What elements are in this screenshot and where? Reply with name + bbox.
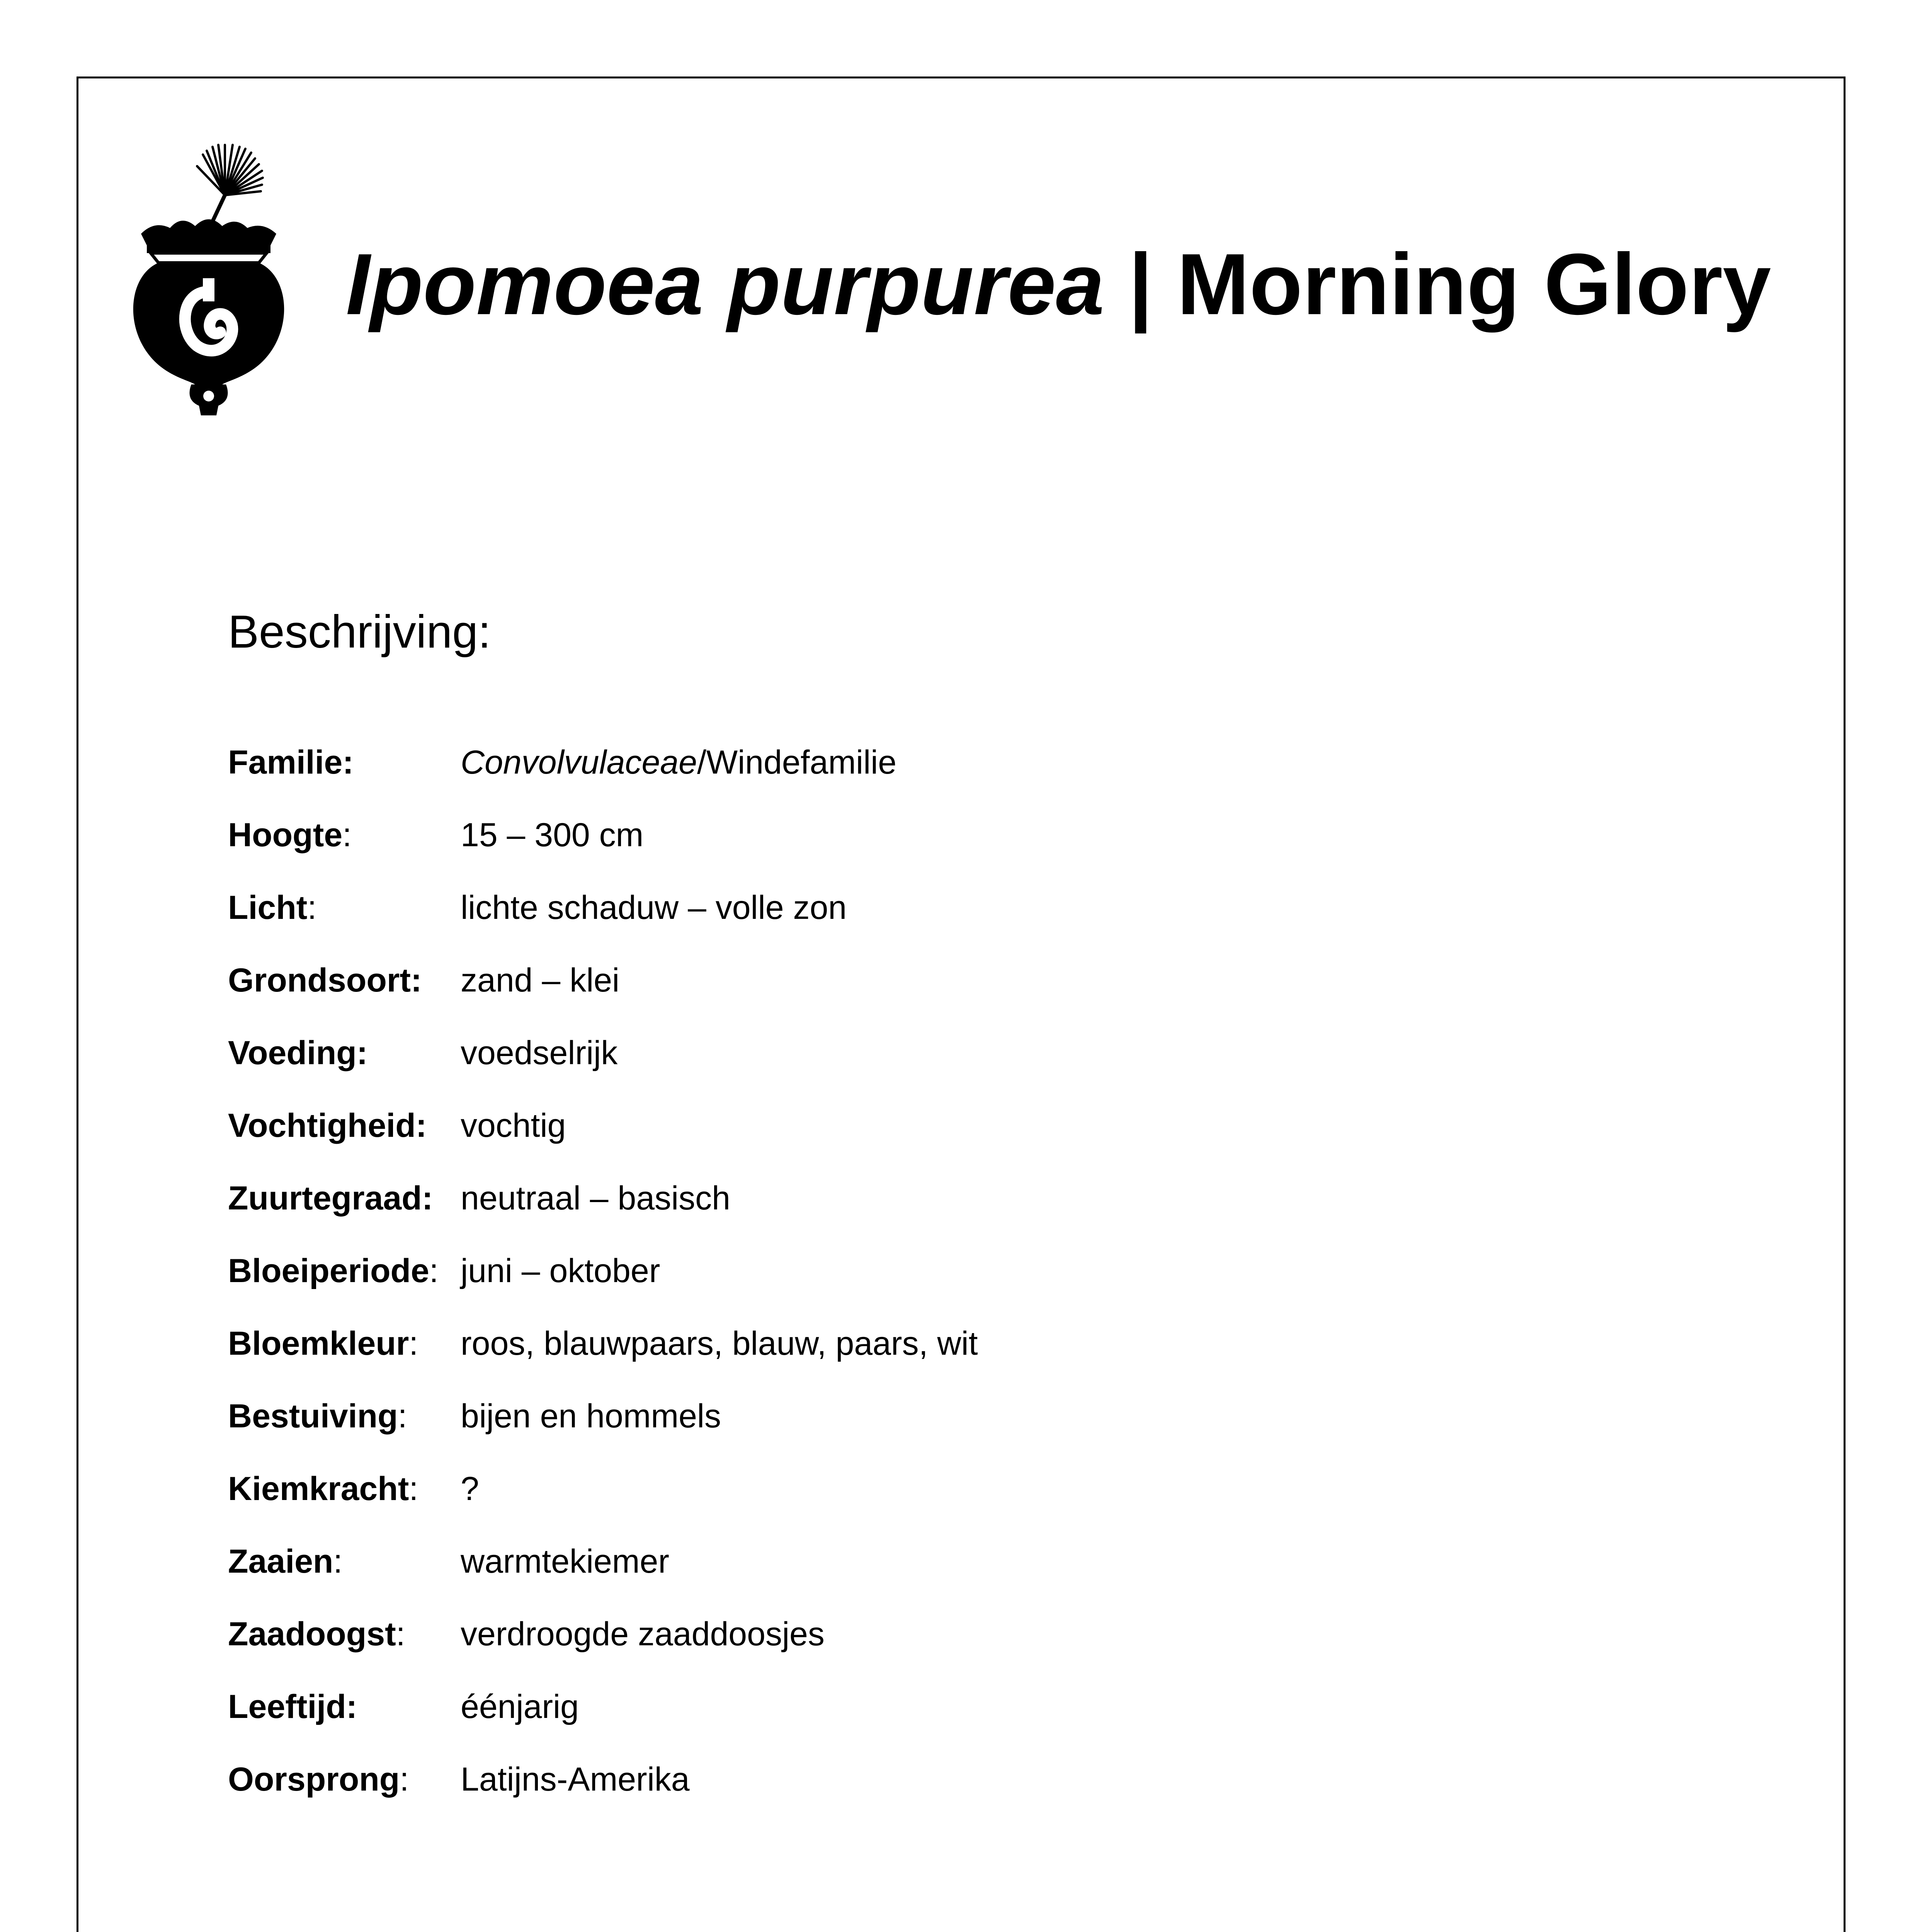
property-label: Familie: [228,744,354,781]
property-label: Leeftijd: [228,1688,357,1725]
property-value: juni – oktober [461,1252,660,1289]
property-label: Licht: [228,889,317,926]
property-label: Vochtigheid: [228,1107,427,1144]
poppy-seed-pod-logo-icon [124,129,294,415]
title-latin-name: Ipomoea purpurea [346,235,1104,333]
property-label: Bloemkleur: [228,1325,418,1362]
section-heading-text: Beschrijving [228,606,478,658]
property-label: Grondsoort: [228,962,422,999]
property-label: Zaadoogst: [228,1616,405,1653]
property-value: lichte schaduw – volle zon [461,889,847,926]
property-value: zand – klei [461,962,620,999]
property-value: éénjarig [461,1688,579,1725]
property-label: Bloeiperiode: [228,1252,439,1289]
property-value: roos, blauwpaars, blauw, paars, wit [461,1325,978,1362]
title-separator: | [1104,235,1177,333]
property-label: Zuurtegraad: [228,1180,433,1217]
section-heading-suffix: : [478,606,491,658]
property-value: voedselrijk [461,1034,618,1071]
property-label: Hoogte: [228,816,352,854]
property-label: Zaaien: [228,1543,343,1580]
property-value: neutraal – basisch [461,1180,730,1217]
property-value: bijen en hommels [461,1398,721,1435]
property-value: Latijns-Amerika [461,1761,690,1798]
property-label: Kiemkracht: [228,1470,418,1507]
property-label: Bestuiving: [228,1398,407,1435]
property-value: Convolvulaceae/Windefamilie [461,744,897,781]
section-heading [228,603,491,661]
page-title [346,232,1771,336]
title-common-name: Morning Glory [1177,235,1771,333]
property-value: 15 – 300 cm [461,816,644,854]
property-label: Oorsprong: [228,1761,409,1798]
property-value: ? [461,1470,479,1507]
property-value: warmtekiemer [461,1543,669,1580]
property-value: vochtig [461,1107,566,1144]
property-value: verdroogde zaaddoosjes [461,1616,825,1653]
property-label: Voeding: [228,1034,368,1071]
